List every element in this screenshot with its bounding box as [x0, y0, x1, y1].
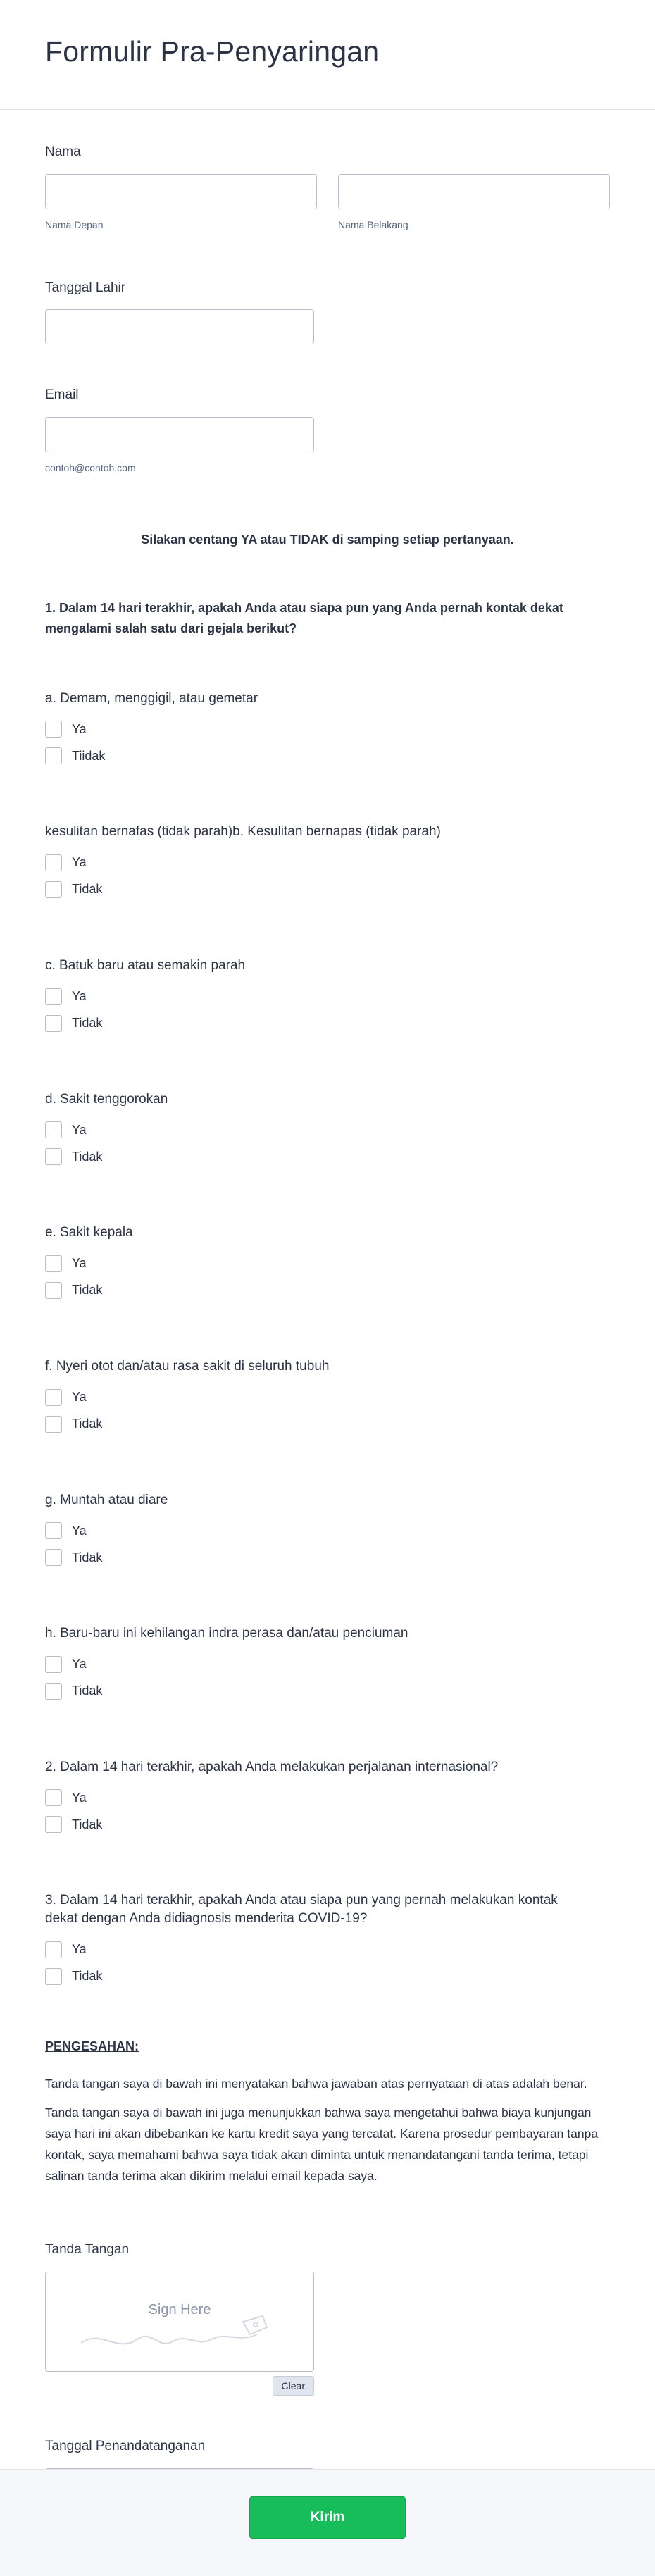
checkbox-label: Tidak — [72, 1149, 103, 1164]
checkbox-option[interactable] — [45, 1544, 610, 1571]
sign-date-label: Tanggal Penandatanganan — [45, 2439, 206, 2454]
checkbox-option[interactable] — [45, 1384, 610, 1411]
email-field — [45, 344, 610, 473]
first-name-sublabel: Nama Depan — [45, 218, 104, 230]
checkbox-label: Ya — [72, 1122, 87, 1137]
checkbox[interactable] — [45, 1789, 62, 1806]
checkbox-label: Ya — [72, 1790, 87, 1805]
question-1-heading: 1. Dalam 14 hari terakhir, apakah Anda atau siapa pun yang Anda pernah kontak dekat mengalami salah satu dari gejala berikut? — [45, 601, 563, 635]
question-block — [45, 1438, 610, 1572]
question-label: h. Baru-baru ini kehilangan indra perasa dan/atau penciuman — [45, 1626, 408, 1641]
first-name-input[interactable] — [45, 174, 317, 209]
checkbox-label: Tidak — [72, 1283, 103, 1298]
checkbox-option[interactable] — [45, 1678, 610, 1705]
question-label: g. Muntah atau diare — [45, 1492, 168, 1507]
checkbox-option[interactable] — [45, 1250, 610, 1277]
checkbox-option[interactable] — [45, 1651, 610, 1678]
checkbox[interactable] — [45, 1522, 62, 1539]
last-name-sublabel: Nama Belakang — [338, 218, 408, 230]
checkbox-label: Tidak — [72, 1684, 103, 1698]
checkbox-label: Ya — [72, 1256, 87, 1271]
checkbox[interactable] — [45, 747, 62, 764]
checkbox-label: Ya — [72, 1942, 87, 1957]
signature-label: Tanda Tangan — [45, 2242, 130, 2258]
question-label: a. Demam, menggigil, atau gemetar — [45, 690, 258, 706]
email-sublabel: contoh@contoh.com — [45, 462, 136, 474]
question-label: c. Batuk baru atau semakin parah — [45, 957, 246, 973]
checkbox[interactable] — [45, 881, 62, 898]
signature-placeholder: Sign Here — [148, 2302, 211, 2318]
question-label: e. Sakit kepala — [45, 1225, 133, 1240]
submit-button[interactable]: Kirim — [249, 2496, 406, 2539]
checkbox[interactable] — [45, 1416, 62, 1433]
email-label: Email — [45, 387, 79, 403]
form-header — [0, 0, 655, 110]
form-footer — [0, 2469, 655, 2576]
pengesahan-paragraph-2: Tanda tangan saya di bawah ini juga menunjukkan bahwa saya mengetahui bahwa biaya kunjungan saya hari ini akan dibebankan ke kartu kredit saya yang tercatat. Karena prosedur pembayaran tanpa kontak, saya memahami bahwa saya tidak akan diminta untuk menandatangani tanda terima, tetapi salinan tanda terima akan dikirim melalui email kepada saya. — [45, 2105, 599, 2183]
last-name-input[interactable] — [338, 174, 610, 209]
clear-signature-button[interactable]: Clear — [273, 2376, 314, 2396]
checkbox-label: Tidak — [72, 1969, 103, 1984]
dob-label: Tanggal Lahir — [45, 280, 126, 295]
checkbox-label: Ya — [72, 1523, 87, 1538]
question-block — [45, 903, 610, 1037]
signature-pad[interactable] — [45, 2272, 314, 2372]
name-label: Nama — [45, 144, 81, 159]
question-block — [45, 1571, 610, 1705]
checkbox-option[interactable] — [45, 1784, 610, 1811]
question-block — [45, 1705, 610, 1838]
question-label: 2. Dalam 14 hari terakhir, apakah Anda melakukan perjalanan internasional? — [45, 1759, 499, 1774]
checkbox-option[interactable] — [45, 1936, 610, 1963]
checkbox-label: Tidak — [72, 1016, 103, 1031]
form-title: Formulir Pra-Penyaringan — [45, 35, 380, 68]
checkbox-option[interactable] — [45, 983, 610, 1010]
question-label: d. Sakit tenggorokan — [45, 1091, 168, 1107]
dob-input[interactable] — [45, 309, 314, 344]
checkbox-label: Ya — [72, 1657, 87, 1672]
form-body — [0, 110, 655, 2525]
checkbox[interactable] — [45, 1255, 62, 1272]
checkbox-label: Tidak — [72, 1817, 103, 1831]
signature-field — [45, 2195, 610, 2396]
checkbox-label: Ya — [72, 855, 87, 870]
question-label: kesulitan bernafas (tidak parah)b. Kesulitan bernapas (tidak parah) — [45, 824, 441, 840]
checkbox[interactable] — [45, 1816, 62, 1833]
checkbox-option[interactable] — [45, 1811, 610, 1838]
checkbox-label: Ya — [72, 989, 87, 1004]
checkbox-label: Tiidak — [72, 748, 106, 763]
checkbox[interactable] — [45, 1941, 62, 1958]
checkbox[interactable] — [45, 988, 62, 1005]
question-block — [45, 769, 610, 903]
checkbox[interactable] — [45, 1549, 62, 1566]
checkbox[interactable] — [45, 1389, 62, 1406]
checkbox-option[interactable] — [45, 850, 610, 876]
checkbox[interactable] — [45, 854, 62, 871]
checkbox-option[interactable] — [45, 1116, 610, 1143]
checkbox-label: Tidak — [72, 882, 103, 897]
checkbox-label: Ya — [72, 721, 87, 736]
checkbox-option[interactable] — [45, 1963, 610, 1990]
checkbox[interactable] — [45, 1121, 62, 1138]
checkbox[interactable] — [45, 1282, 62, 1299]
name-field — [45, 110, 610, 230]
checkbox[interactable] — [45, 1656, 62, 1673]
question-block — [45, 1170, 610, 1304]
checkbox[interactable] — [45, 1015, 62, 1032]
checkbox-option[interactable] — [45, 1411, 610, 1438]
checkbox[interactable] — [45, 1148, 62, 1165]
question-block — [45, 1037, 610, 1171]
question-block — [45, 1304, 610, 1438]
pengesahan-section — [45, 1990, 610, 2187]
checkbox-option[interactable] — [45, 1143, 610, 1170]
pengesahan-title: PENGESAHAN: — [45, 2039, 139, 2053]
checkbox-option[interactable] — [45, 716, 610, 742]
question-label: 3. Dalam 14 hari terakhir, apakah Anda atau siapa pun yang pernah melakukan kontak dekat dengan Anda didiagnosis menderita COVID-19? — [45, 1893, 558, 1927]
question-block — [45, 1838, 610, 1989]
checkbox-label: Tidak — [72, 1417, 103, 1431]
checkbox[interactable] — [45, 1683, 62, 1700]
question-block — [45, 639, 610, 770]
email-input[interactable] — [45, 417, 314, 452]
question-label: f. Nyeri otot dan/atau rasa sakit di seluruh tubuh — [45, 1358, 330, 1374]
checkbox-label: Ya — [72, 1390, 87, 1404]
checkbox-option[interactable] — [45, 1010, 610, 1037]
questions-list — [45, 639, 610, 1990]
checkbox-label: Tidak — [72, 1550, 103, 1564]
dob-field — [45, 230, 610, 345]
checkbox-option[interactable] — [45, 876, 610, 903]
checkbox-option[interactable] — [45, 742, 610, 769]
checkbox-option[interactable] — [45, 1277, 610, 1304]
checkbox-option[interactable] — [45, 1517, 610, 1544]
checkbox[interactable] — [45, 721, 62, 738]
checkbox[interactable] — [45, 1968, 62, 1985]
pengesahan-paragraph-1: Tanda tangan saya di bawah ini menyatakan bahwa jawaban atas pernyataan di atas adalah benar. — [45, 2076, 587, 2091]
instruction-text: Silakan centang YA atau TIDAK di samping setiap pertanyaan. — [141, 533, 514, 547]
